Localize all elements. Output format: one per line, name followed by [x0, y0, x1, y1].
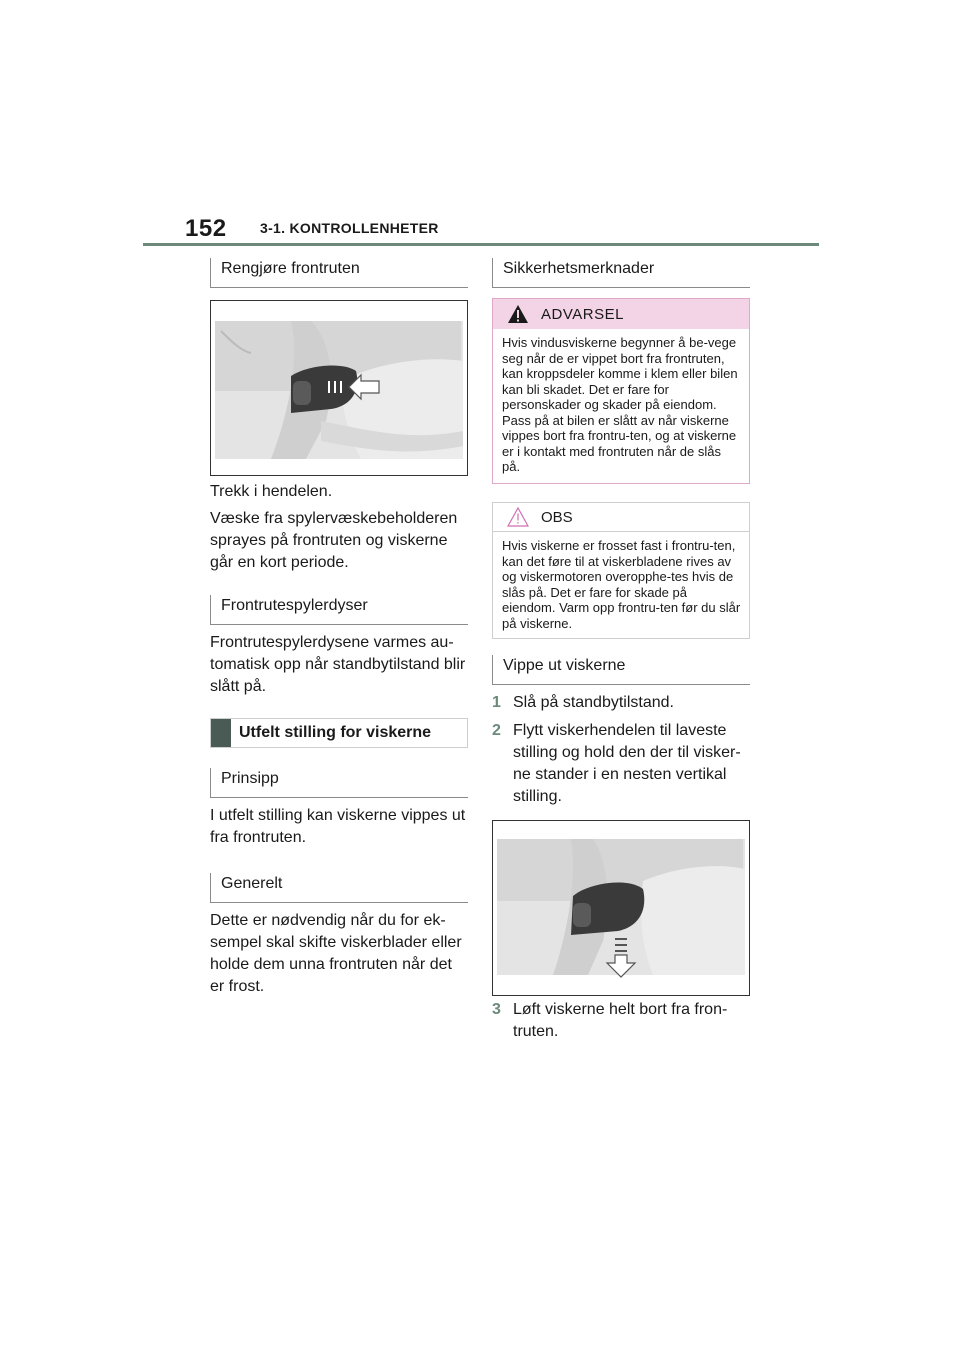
subheading-general: Generelt — [210, 873, 468, 903]
warning-text: Hvis vindusviskerne begynner å be-vege seg når de er vippet bort fra frontruten, kan kroppsdeler komme i klem eller bilen kan bli skadet. Det er fare for personskader og skader på eiendom. Pass på at bilen er slått av når viskerne vippes bort fra frontru-ten, og at viskerne er i kontakt med frontruten når de slås på. — [502, 335, 738, 474]
step-text: Flytt viskerhendelen til laveste stilling og hold den der til visker-ne stander i en nesten vertikal stilling. — [513, 722, 741, 805]
figure-washer-lever-pull — [210, 300, 468, 476]
notice-text: Hvis viskerne er frosset fast i frontru-ten, kan det føre til at viskerbladene rives av og viskermotoren overopphe-tes hvis de slås på. Det er fare for skade på eiendom. Varm opp frontru-ten før du slår på viskerne. — [502, 538, 741, 631]
step-number: 3 — [492, 1001, 501, 1018]
subheading-fold-out-wipers: Vippe ut viskerne — [492, 655, 750, 685]
step-number: 2 — [492, 722, 501, 739]
section-heading-text: Utfelt stilling for viskerne — [239, 724, 432, 741]
warning-triangle-icon — [507, 304, 529, 324]
paragraph-general: Dette er nødvendig når du for ek-sempel skal skifte viskerblader eller holde dem unna frontruten når det er frost. — [210, 912, 462, 995]
chapter-title: 3-1. KONTROLLENHETER — [260, 220, 439, 236]
subheading-principle: Prinsipp — [210, 768, 468, 798]
paragraph-washer-fluid: Væske fra spylervæskebeholderen sprayes på frontruten og viskerne går en kort periode. — [210, 510, 458, 571]
paragraph-nozzles-heated: Frontrutespylerdysene varmes au-tomatisk opp når standbytilstand blir slått på. — [210, 634, 466, 695]
notice-box — [492, 502, 750, 639]
subheading-safety-notes: Sikkerhetsmerknader — [492, 258, 750, 288]
warning-title: ADVARSEL — [541, 305, 624, 323]
step-number: 1 — [492, 694, 501, 711]
heading-bar — [211, 719, 231, 747]
notice-header — [493, 503, 749, 532]
warning-box — [492, 298, 750, 484]
subheading-washer-nozzles: Frontrutespylerdyser — [210, 595, 468, 625]
step-2 — [492, 720, 750, 808]
subheading-clean-windshield: Rengjøre frontruten — [210, 258, 468, 288]
paragraph-pull-lever: Trekk i hendelen. — [210, 483, 333, 500]
notice-title: OBS — [541, 508, 573, 526]
lever-down-illustration — [493, 821, 749, 995]
header-rule — [143, 243, 819, 246]
figure-lever-push-down — [492, 820, 750, 996]
paragraph-principle: I utfelt stilling kan viskerne vippes ut fra frontruten. — [210, 807, 466, 846]
washer-lever-illustration — [211, 301, 467, 475]
step-3 — [492, 999, 750, 1043]
section-heading-wiper-position — [210, 718, 468, 748]
step-text: Slå på standbytilstand. — [513, 694, 674, 711]
step-text: Løft viskerne helt bort fra fron-truten. — [513, 1001, 728, 1040]
warning-header — [493, 299, 749, 329]
notice-triangle-icon — [507, 507, 529, 527]
step-1 — [492, 692, 750, 714]
page-number: 152 — [185, 215, 227, 242]
